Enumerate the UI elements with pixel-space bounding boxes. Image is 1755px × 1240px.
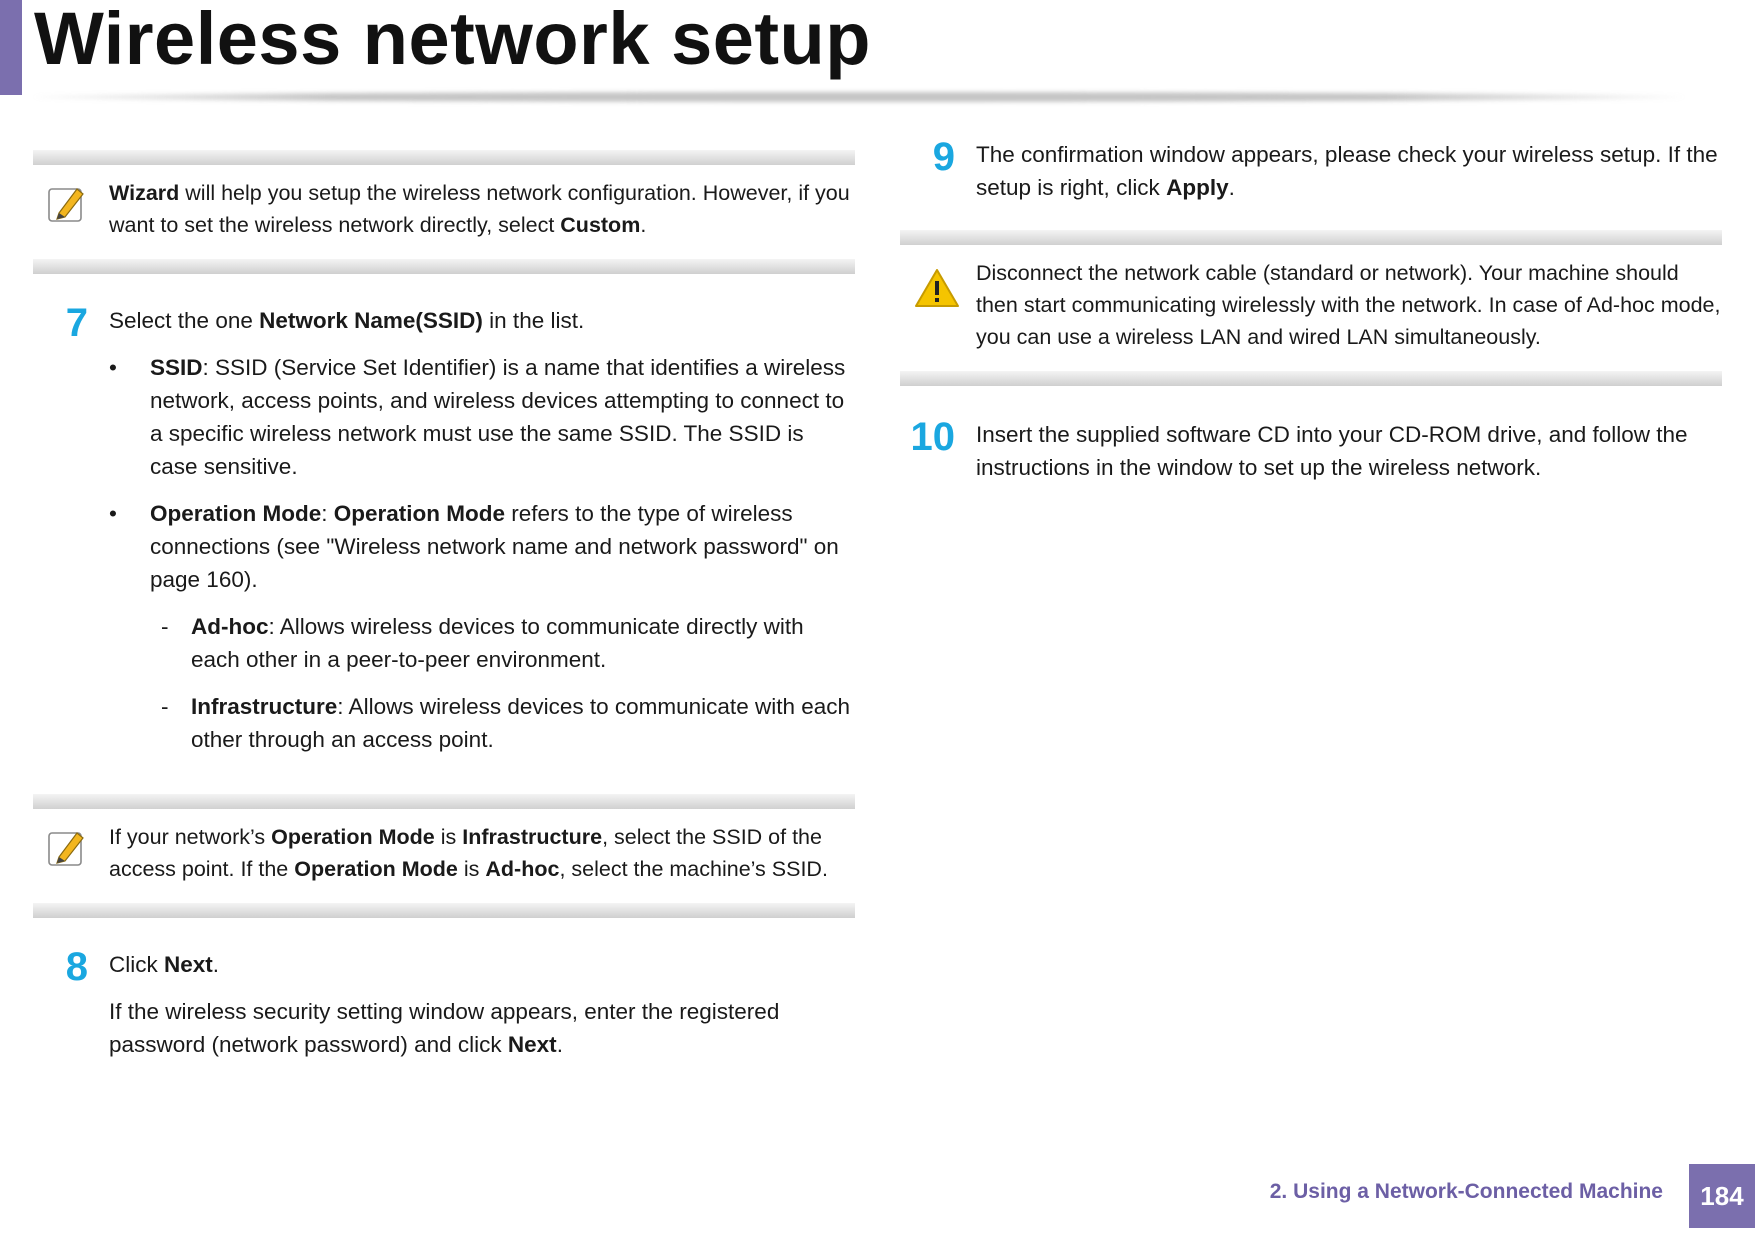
term-operation-mode: Operation Mode [333, 501, 506, 526]
caution-callout [900, 230, 1722, 386]
title-divider [34, 92, 1684, 102]
text-part: . [212, 952, 220, 977]
step-number: 8 [65, 945, 88, 989]
term-apply: Apply [1166, 175, 1229, 200]
step-8 [33, 945, 855, 1061]
note-text-part: . [640, 213, 647, 237]
term-operation-mode: Operation Mode [150, 501, 322, 526]
term-infrastructure: Infrastructure [462, 825, 603, 849]
note-pencil-icon [47, 183, 87, 225]
dash-mark: - [161, 614, 169, 639]
left-column [33, 150, 855, 1075]
text-part: . [556, 1032, 563, 1057]
callout-top-rule [33, 150, 855, 165]
text-part: , select the machine’s SSID. [559, 857, 828, 881]
step-9-text [976, 138, 1722, 204]
text-part: If your network’s [109, 825, 272, 849]
note-term-wizard: Wizard [109, 181, 180, 205]
term-next: Next [507, 1032, 557, 1057]
text-part: in the list. [482, 308, 585, 333]
text-part: is [434, 825, 463, 849]
subitem-infrastructure [109, 690, 855, 756]
step-number: 9 [932, 135, 955, 179]
caution-text: Disconnect the network cable (standard or network). Your machine should then start communicating wirelessly with the network. In case of Ad-hoc mode, you can use a wireless LAN and wired LAN simultaneously. [976, 261, 1721, 349]
text-part: , select the SSID of the access point. If the [109, 825, 822, 881]
note-text-part: will help you setup the wireless network configuration. However, if you want to set the wireless network directly, select [109, 181, 850, 237]
term-operation-mode: Operation Mode [271, 825, 435, 849]
step-number: 7 [65, 301, 88, 345]
page-title: Wireless network setup [34, 0, 871, 80]
step-7 [33, 301, 855, 756]
callout-bottom-rule [33, 259, 855, 274]
term-ad-hoc: Ad-hoc [485, 857, 560, 881]
text-part: If the wireless security setting window appears, enter the registered password (network password) and click [109, 999, 780, 1057]
step-7-intro [109, 304, 855, 337]
term-ad-hoc: Ad-hoc [191, 614, 269, 639]
step-8-line-1 [109, 948, 855, 981]
dash-mark: - [161, 694, 169, 719]
step-number: 10 [910, 415, 955, 459]
bullet-mark: • [109, 501, 117, 526]
subitem-ad-hoc [109, 610, 855, 676]
callout-top-rule [900, 230, 1722, 245]
note-term-custom: Custom [560, 213, 641, 237]
text-part: : Allows wireless devices to communicate with each other through an access point. [191, 694, 851, 752]
callout-top-rule [33, 794, 855, 809]
text-part: is [457, 857, 486, 881]
step-9 [900, 135, 1722, 204]
footer-section-title: 2. Using a Network-Connected Machine [1269, 1180, 1663, 1203]
text-part: The confirmation window appears, please check your wireless setup. If the setup is right, click [976, 142, 1718, 200]
text-part: refers to the type of wireless connections (see "Wireless network name and network password" on page 160). [150, 501, 839, 592]
callout-bottom-rule [33, 903, 855, 918]
page-number-badge: 184 [1689, 1164, 1755, 1228]
text-part: Select the one [109, 308, 260, 333]
step-8-line-2 [109, 995, 855, 1061]
note-text [109, 821, 855, 885]
title-accent-bar [0, 0, 22, 95]
step-10-text: Insert the supplied software CD into your CD-ROM drive, and follow the instructions in the window to set up the wireless network. [976, 422, 1688, 480]
callout-bottom-rule [900, 371, 1722, 386]
bullet-mark: • [109, 355, 117, 380]
bullet-operation-mode [109, 497, 855, 596]
text-part: Click [109, 952, 164, 977]
text-part: . [1228, 175, 1235, 200]
note-text [109, 177, 855, 241]
note-callout-wizard [33, 150, 855, 274]
note-pencil-icon [47, 827, 87, 869]
bullet-ssid [109, 351, 855, 483]
note-callout-operation-mode [33, 794, 855, 918]
term-network-name: Network Name(SSID) [259, 308, 483, 333]
step-10 [900, 415, 1722, 484]
term-operation-mode: Operation Mode [294, 857, 458, 881]
term-ssid: SSID [150, 355, 203, 380]
caution-triangle-icon [914, 267, 954, 309]
text-part: : [321, 501, 334, 526]
text-part: : Allows wireless devices to communicate directly with each other in a peer-to-peer environment. [191, 614, 804, 672]
term-next: Next [164, 952, 213, 977]
text-part: : SSID (Service Set Identifier) is a name that identifies a wireless network, access points, and wireless devices attempting to connect to a specific wireless network must use the same SSID. The SSID is case sensitive. [150, 355, 846, 479]
term-infrastructure: Infrastructure [191, 694, 338, 719]
right-column [900, 135, 1722, 498]
